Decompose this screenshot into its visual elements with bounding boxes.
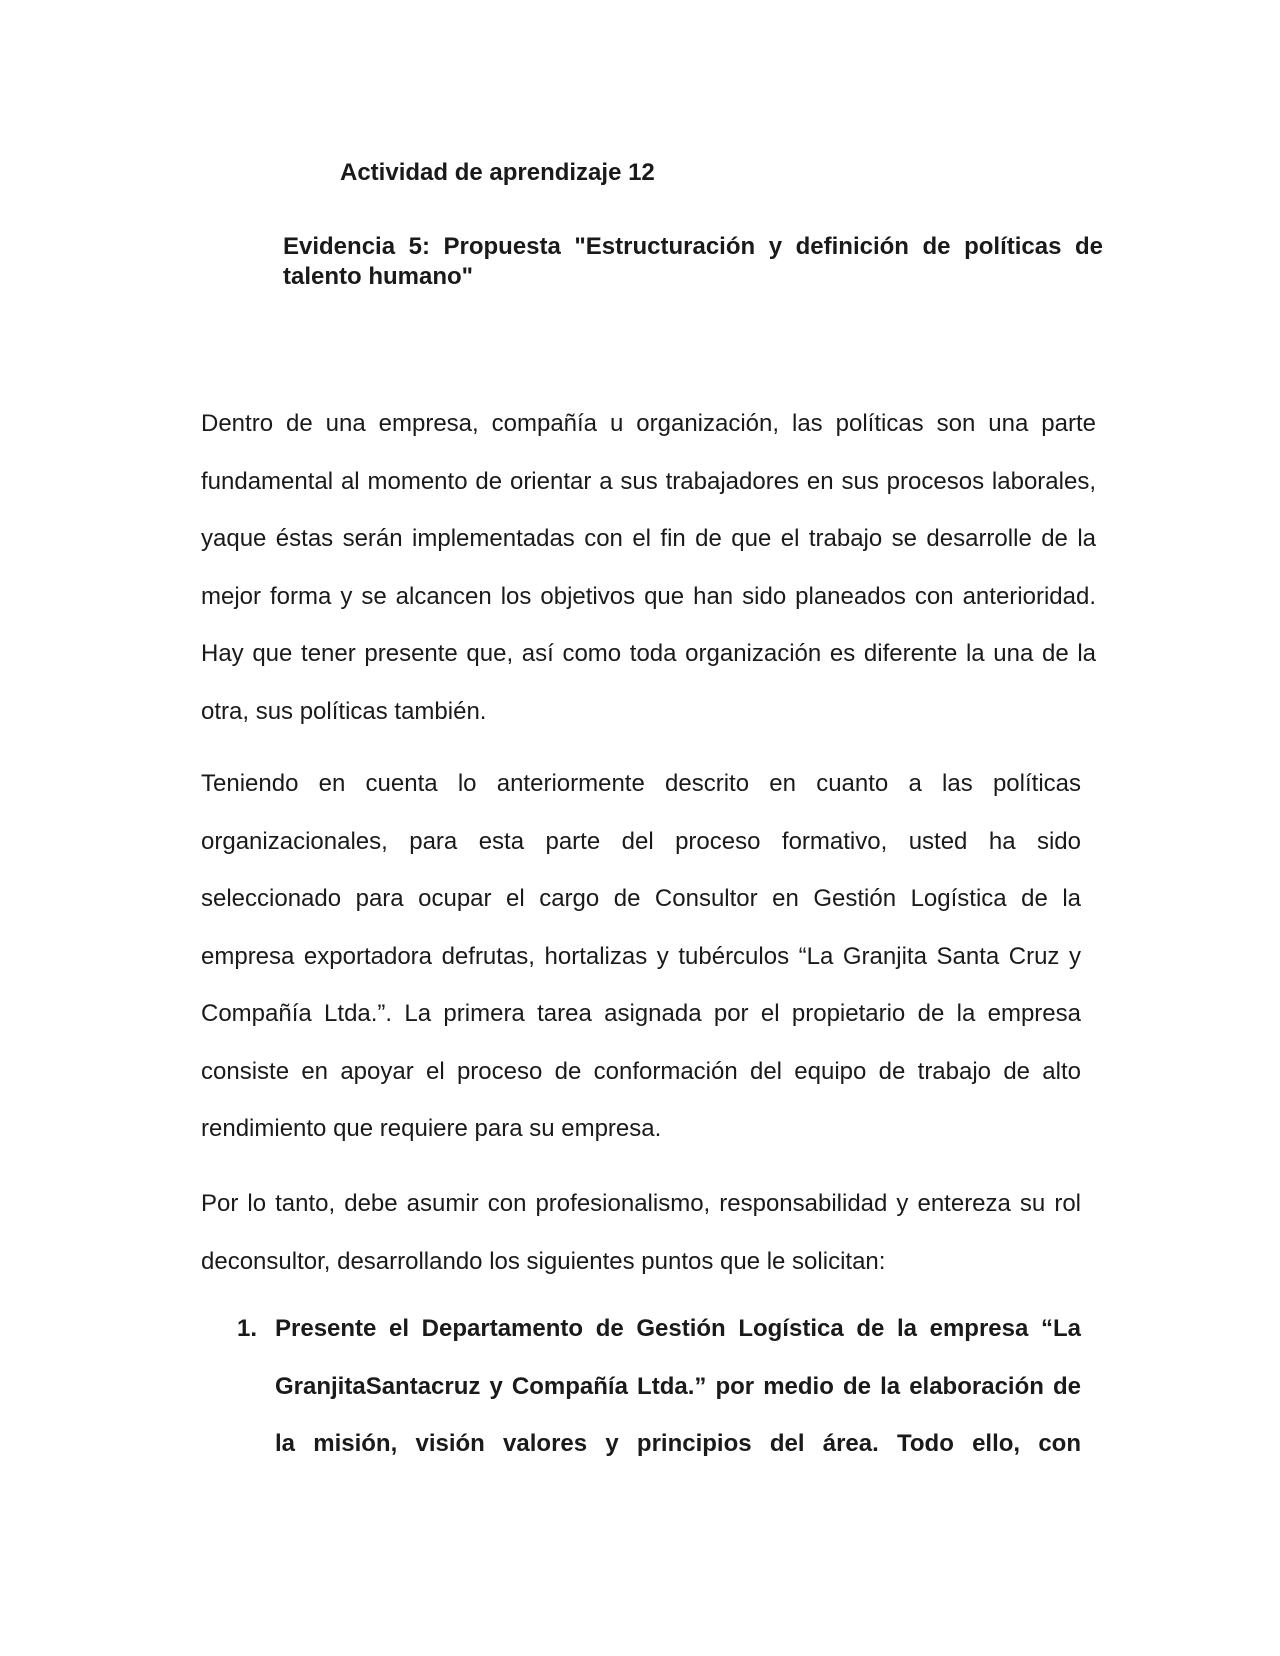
list-item-number: 1.: [237, 1315, 258, 1342]
list-item: [201, 1300, 1081, 1473]
task-list: [201, 1300, 1081, 1473]
list-item-text: Presente el Departamento de Gestión Logística de la empresa “La GranjitaSantacruz y Compañía Ltda.” por medio de la elaboración de la misión, visión valores y principios del área. Todo ello, con: [275, 1315, 1081, 1457]
paragraph-instructions: Por lo tanto, debe asumir con profesionalismo, responsabilidad y entereza su rol deconsultor, desarrollando los siguientes puntos que le solicitan:: [201, 1190, 1081, 1275]
paragraph-context: Teniendo en cuenta lo anteriormente descrito en cuanto a las políticas organizacionales, para esta parte del proceso formativo, usted ha sido seleccionado para ocupar el cargo de Consultor en Gestión Logística de la empresa exportadora defrutas, hortalizas y tubérculos “La Granjita Santa Cruz y Compañía Ltda.”. La primera tarea asignada por el propietario de la empresa consiste en apoyar el proceso de conformación del equipo de trabajo de alto rendimiento que requiere para su empresa.: [201, 770, 1081, 1142]
activity-title: Actividad de aprendizaje 12: [340, 159, 655, 186]
paragraph-intro: Dentro de una empresa, compañía u organización, las políticas son una parte fundamental al momento de orientar a sus trabajadores en sus procesos laborales, yaque éstas serán implementadas con el fin de que el trabajo se desarrolle de la mejor forma y se alcancen los objetivos que han sido planeados con anterioridad. Hay que tener presente que, así como toda organización es diferente la una de la otra, sus políticas también.: [201, 410, 1096, 725]
evidence-title: Evidencia 5: Propuesta "Estructuración y definición de políticas de talento humano": [283, 233, 1103, 290]
